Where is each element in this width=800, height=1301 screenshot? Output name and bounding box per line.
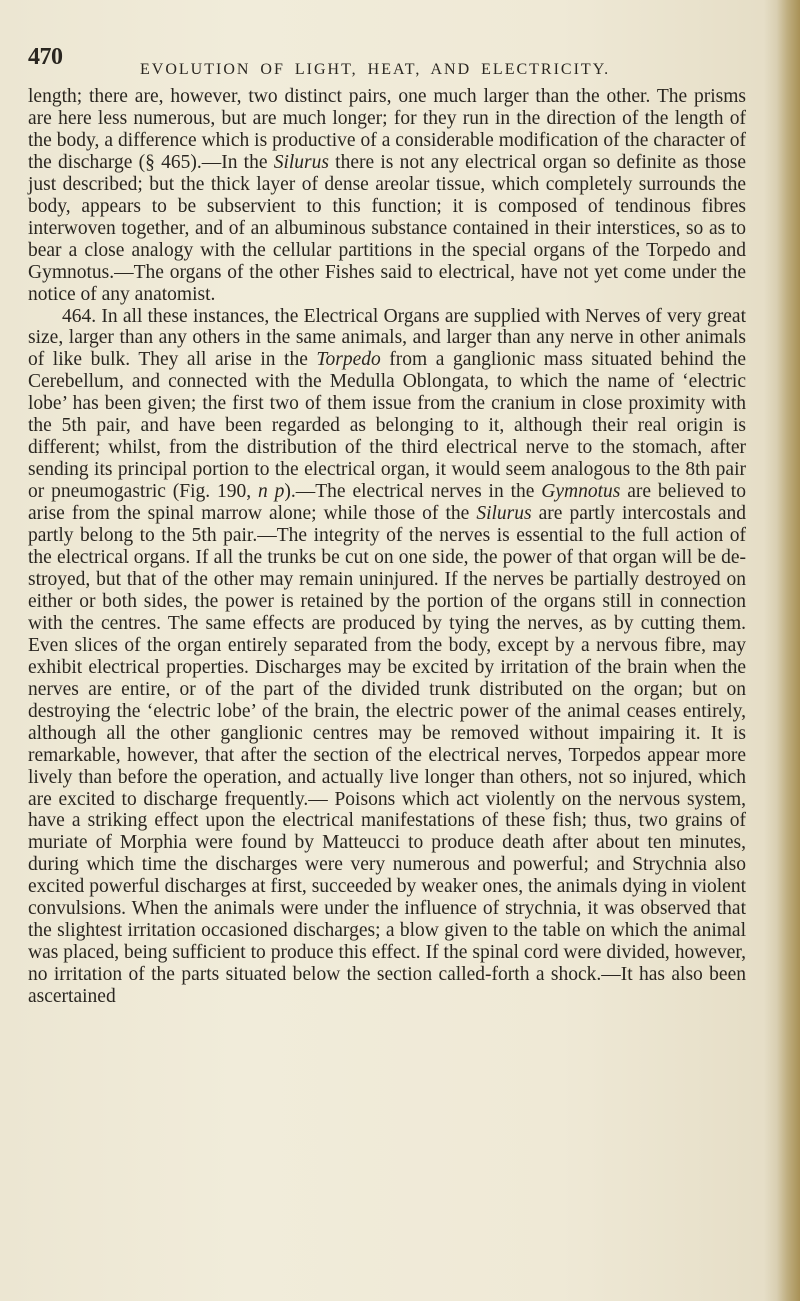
text-run: there is not any electrical organ so definite as those just described; but the thick layer of dense areolar tissue, which completely surrounds the body, appears to be subservient to this function; it is composed of tendinous fibres interwoven together, and of an albuminous substance contained in their interstices, so as to bear a close analogy with the cellular partitions in the special organs of the Torpedo and Gymnotus.—The organs of the other Fishes said to electrical, have not yet come under the notice of any anatomist. [28,151,746,305]
italic-term: n p [258,481,285,503]
text-run: are partly intercostals and partly belong to the 5th pair.—The integrity of the nerves is essential to the full action of the electrical organs. If all the trunks be cut on one side, the power of that organ will be de-stroyed, but that of the other may remain uninjured. If the nerves be partially destroyed on either or both sides, the power is retained by the portion of the organs still in connection with the centres. The same effects are produced by tying the nerves, as by cutting them. Even slices of the organ entirely separated from the body, except by a nervous fibre, may exhibit electrical properties. Discharges may be excited by irritation of the brain when the nerves are entire, or of the part of the divided trunk distributed on the organ; but on destroying the ‘electric lobe’ of the brain, the electric power of the animal ceases entirely, although all the other ganglionic centres may be removed without impairing it. It is remarkable, however, that after the section of the electrical nerves, Torpedos appear more lively than before the operation, and actually live longer than others, not so injured, which are excited to discharge frequently.— Poisons which act violently on the nervous system, have a striking effect upon the electrical manifestations of these fish; thus, two grains of muriate of Morphia were found by Matteucci to produce death after about ten minutes, during which time the discharges were very numerous and powerful; and Strychnia also excited powerful discharges at first, succeeded by weaker ones, the animals dying in violent convulsions. When the animals were under the influence of strychnia, it was observed that the slightest irritation occasioned discharges; a blow given to the table on which the animal was placed, being sufficient to produce this effect. If the spinal cord were divided, however, no irritation of the parts situated below the section called-forth a shock.—It has also been ascertained [28,503,746,1008]
page-header [24,44,784,84]
text-run: length; there are, however, two distinct pairs, one much larger than the other. The prisms are here less numerous, but are much longer; for they run in the direction of the length of the body, a difference which is productive of a considerable modification of the character of the discharge (§ 465).—In the [28,86,746,173]
body-text [28,86,746,1008]
text-run: are believed to arise from the spinal marrow alone; while those of the [28,481,746,525]
running-head: EVOLUTION OF LIGHT, HEAT, AND ELECTRICITY. [140,61,611,78]
text-run: from a ganglionic mass situated behind the Cerebellum, and connected with the Medulla Oblongata, to which the name of ‘electric lobe’ has been given; the first two of them issue from the cranium in close proximity with the 5th pair, and have been regarded as belonging to it, although their real origin is different; whilst, from the distribution of the third electrical nerve to the stomach, after sending its principal portion to the electrical organ, it would seem analogous to the 8th pair or pneumogastric (Fig. 190, [28,349,746,503]
italic-term: Silurus [476,503,532,525]
page-number: 470 [28,44,63,70]
italic-term: Torpedo [316,349,381,371]
italic-term: Gymnotus [541,481,621,503]
paragraph [28,86,746,306]
italic-term: Silurus [273,151,329,173]
paragraph [28,306,746,1009]
page-edge-shadow [764,0,800,1301]
text-run: 464. In all these instances, the Electrical Organs are supplied with Nerves of very great size, larger than any others in the same animals, and larger than any nerve in other animals of like bulk. They all arise in the [28,305,746,371]
text-run: ).—The electrical nerves in the [284,481,542,503]
